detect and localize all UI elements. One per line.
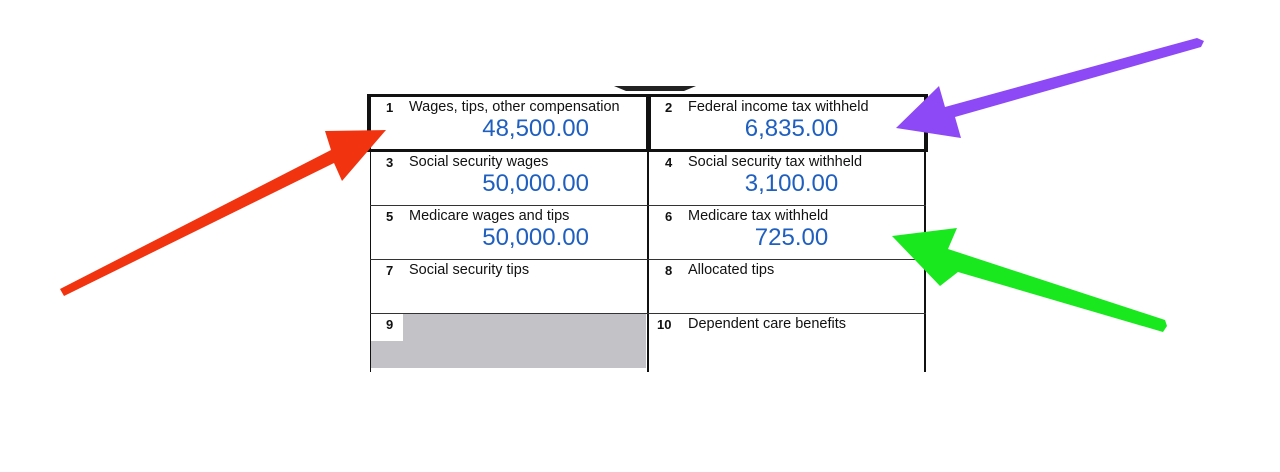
box-label: Dependent care benefits bbox=[688, 316, 846, 332]
box-number: 3 bbox=[386, 155, 394, 170]
box-value: 48,500.00 bbox=[482, 115, 589, 142]
box-label: Medicare wages and tips bbox=[409, 208, 570, 224]
box-label: Social security wages bbox=[409, 154, 549, 170]
box-number: 8 bbox=[665, 263, 673, 278]
box-label: Wages, tips, other compensation bbox=[409, 99, 620, 115]
box-value: 50,000.00 bbox=[482, 170, 589, 197]
box-label: Social security tips bbox=[409, 262, 530, 278]
box-value: 3,100.00 bbox=[744, 170, 839, 197]
box-label: Medicare tax withheld bbox=[688, 208, 829, 224]
purple-arrow-icon bbox=[896, 38, 1204, 138]
box-number: 6 bbox=[665, 209, 673, 224]
box-label: Allocated tips bbox=[688, 262, 775, 278]
box-label: Social security tax withheld bbox=[688, 154, 863, 170]
box-number: 10 bbox=[657, 317, 672, 332]
box-number: 1 bbox=[386, 100, 394, 115]
box-number: 2 bbox=[665, 100, 673, 115]
box-number: 4 bbox=[665, 155, 673, 170]
box-number: 5 bbox=[386, 209, 394, 224]
box-value: 725.00 bbox=[754, 224, 829, 251]
red-arrow-icon bbox=[60, 130, 386, 296]
box-label: Federal income tax withheld bbox=[688, 99, 869, 115]
box-value: 6,835.00 bbox=[744, 115, 839, 142]
green-arrow-icon bbox=[892, 228, 1167, 332]
box-number: 9 bbox=[386, 317, 394, 332]
box-number: 7 bbox=[386, 263, 394, 278]
box-value: 50,000.00 bbox=[482, 224, 589, 251]
